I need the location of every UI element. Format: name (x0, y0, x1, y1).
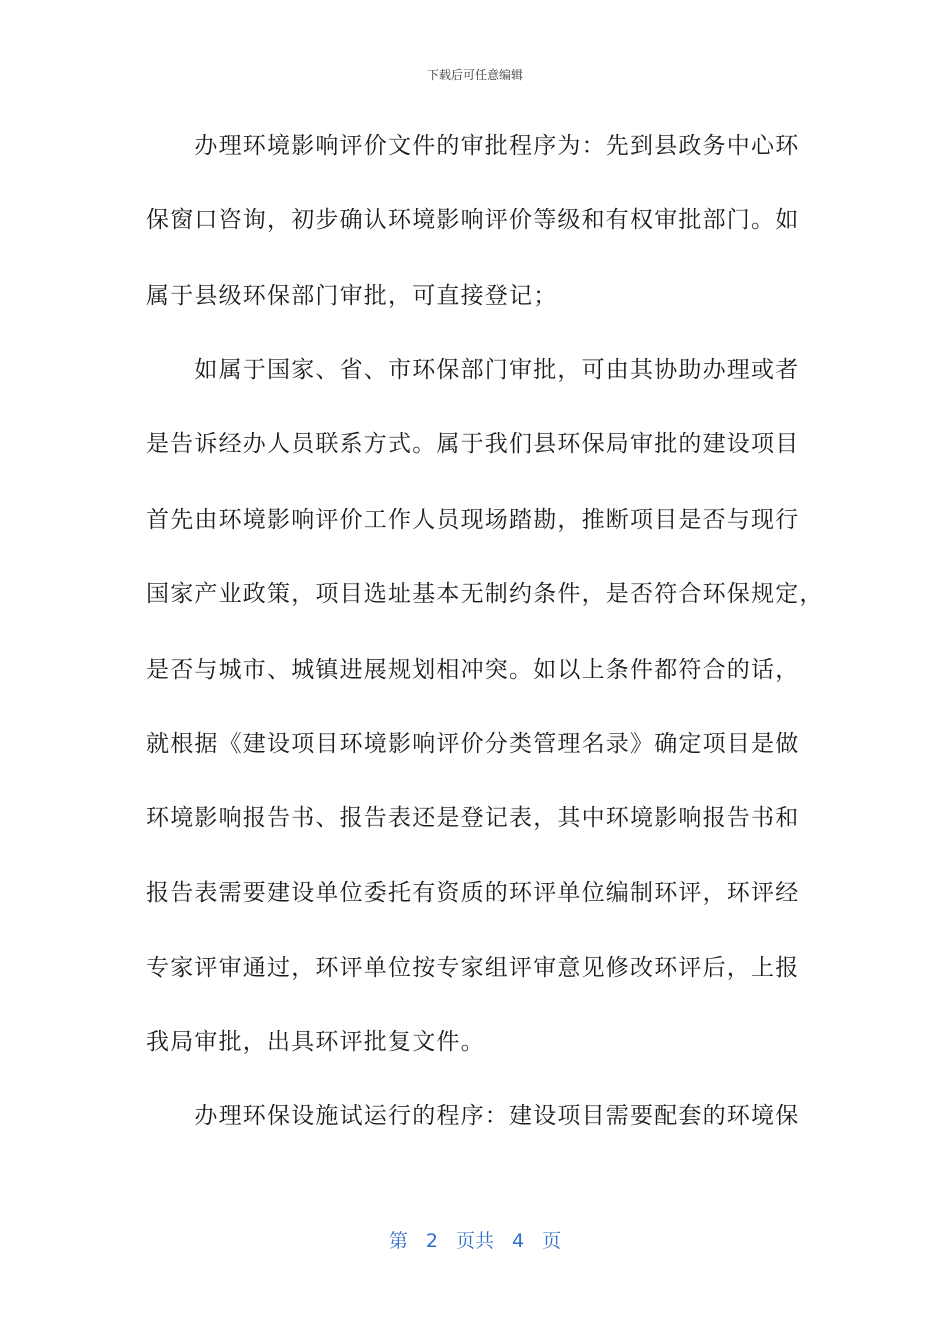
footer-suffix: 页 (542, 1230, 562, 1252)
text-line: 国家产业政策，项目选址基本无制约条件，是否符合环保规定， (146, 581, 824, 607)
text-line: 首先由环境影响评价工作人员现场踏勘，推断项目是否与现行 (146, 507, 800, 533)
footer-prefix: 第 (388, 1230, 408, 1252)
text-line: 属于县级环保部门审批，可直接登记； (146, 283, 558, 309)
text-line: 环境影响报告书、报告表还是登记表，其中环境影响报告书和 (146, 805, 800, 831)
text-line: 专家评审通过，环评单位按专家组评审意见修改环评后，上报 (146, 955, 800, 981)
text-line: 如属于国家、省、市环保部门审批，可由其协助办理或者 (146, 357, 800, 383)
text-line: 保窗口咨询，初步确认环境影响评价等级和有权审批部门。如 (146, 207, 800, 233)
current-page-number: 2 (425, 1230, 438, 1252)
header-note: 下载后可任意编辑 (426, 68, 523, 82)
total-page-count: 4 (512, 1230, 525, 1252)
text-line: 就根据《建设项目环境影响评价分类管理名录》确定项目是做 (146, 731, 800, 757)
text-line: 是否与城市、城镇进展规划相冲突。如以上条件都符合的话， (146, 657, 800, 683)
text-line: 办理环保设施试运行的程序：建设项目需要配套的环境保 (146, 1103, 800, 1129)
text-line: 我局审批，出具环评批复文件。 (146, 1029, 485, 1055)
text-line: 办理环境影响评价文件的审批程序为：先到县政务中心环 (146, 133, 800, 159)
page-footer (0, 1226, 950, 1253)
text-line: 是告诉经办人员联系方式。属于我们县环保局审批的建设项目 (146, 431, 800, 457)
text-line: 报告表需要建设单位委托有资质的环评单位编制环评，环评经 (146, 880, 800, 906)
footer-middle: 页共 (455, 1230, 494, 1252)
